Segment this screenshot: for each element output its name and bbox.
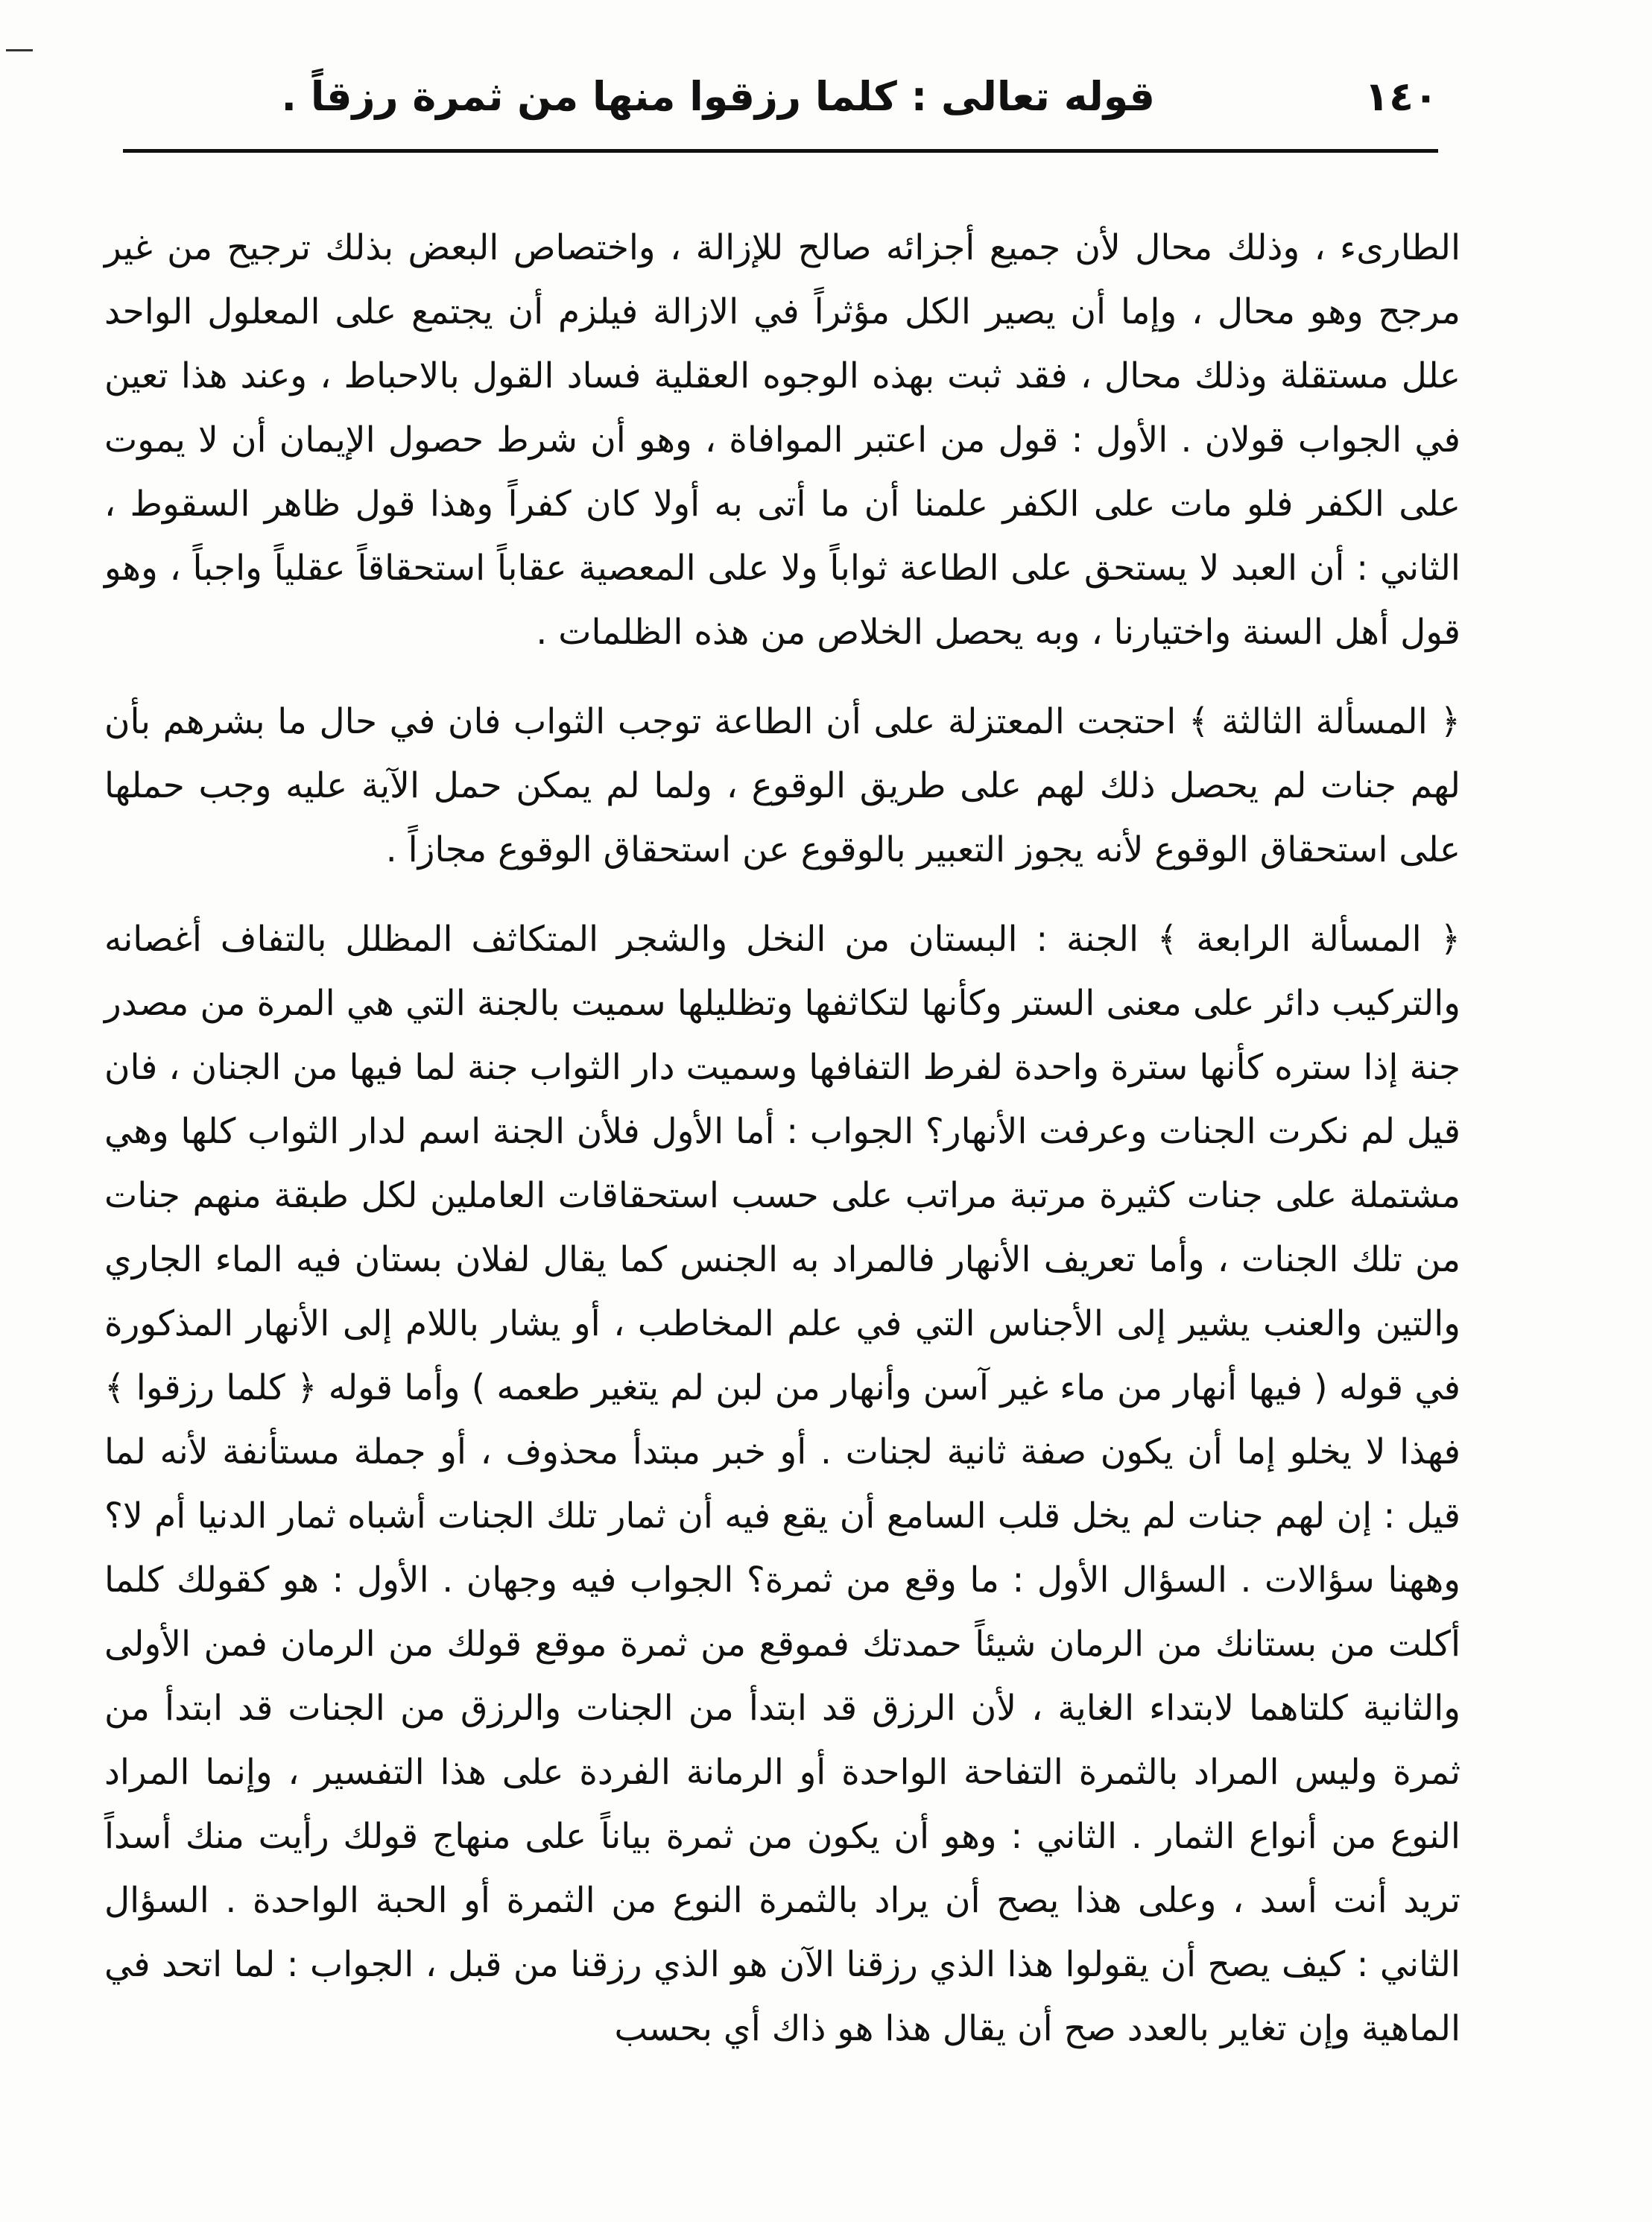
scan-mark: [6, 49, 33, 51]
body-text: [104, 216, 1460, 2061]
running-title: قوله تعالى : كلما رزقوا منها من ثمرة رزقاً .: [281, 73, 1155, 120]
paragraph-3: ﴿ المسألة الرابعة ﴾ الجنة : البستان من النخل والشجر المتكاثف المظلل بالتفاف أغصانه والتركيب دائر على معنى الستر وكأنها لتكاثفها وتظليلها سميت بالجنة التي هي المرة من مصدر جنة إذا ستره كأنها سترة واحدة لفرط التفافها وسميت دار الثواب جنة لما فيها من الجنان ، فان قيل لم نكرت الجنات وعرفت الأنهار؟ الجواب : أما الأول فلأن الجنة اسم لدار الثواب كلها وهي مشتملة على جنات كثيرة مرتبة مراتب على حسب استحقاقات العاملين لكل طبقة منهم جنات من تلك الجنات ، وأما تعريف الأنهار فالمراد به الجنس كما يقال لفلان بستان فيه الماء الجاري والتين والعنب يشير إلى الأجناس التي في علم المخاطب ، أو يشار باللام إلى الأنهار المذكورة في قوله ( فيها أنهار من ماء غير آسن وأنهار من لبن لم يتغير طعمه ) وأما قوله ﴿ كلما رزقوا ﴾ فهذا لا يخلو إما أن يكون صفة ثانية لجنات . أو خبر مبتدأ محذوف ، أو جملة مستأنفة لأنه لما قيل : إن لهم جنات لم يخل قلب السامع أن يقع فيه أن ثمار تلك الجنات أشباه ثمار الدنيا أم لا؟ وههنا سؤالات . السؤال الأول : ما وقع من ثمرة؟ الجواب فيه وجهان . الأول : هو كقولك كلما أكلت من بستانك من الرمان شيئاً حمدتك فموقع من ثمرة موقع قولك من الرمان فمن الأولى والثانية كلتاهما لابتداء الغاية ، لأن الرزق قد ابتدأ من الجنات والرزق من الجنات قد ابتدأ من ثمرة وليس المراد بالثمرة التفاحة الواحدة أو الرمانة الفردة على هذا التفسير ، وإنما المراد النوع من أنواع الثمار . الثاني : وهو أن يكون من ثمرة بياناً على منهاج قولك رأيت منك أسداً تريد أنت أسد ، وعلى هذا يصح أن يراد بالثمرة النوع من الثمرة أو الحبة الواحدة . السؤال الثاني : كيف يصح أن يقولوا هذا الذي رزقنا الآن هو الذي رزقنا من قبل ، الجواب : لما اتحد في الماهية وإن تغاير بالعدد صح أن يقال هذا هو ذاك أي بحسب: [104, 919, 1460, 2049]
header-rule: [123, 149, 1438, 153]
page-number: ١٤٠: [1364, 73, 1438, 120]
page-header: [119, 66, 1438, 133]
paragraph-1: الطارىء ، وذلك محال لأن جميع أجزائه صالح للإزالة ، واختصاص البعض بذلك ترجيح من غير مرجح وهو محال ، وإما أن يصير الكل مؤثراً في الازالة فيلزم أن يجتمع على المعلول الواحد علل مستقلة وذلك محال ، فقد ثبت بهذه الوجوه العقلية فساد القول بالاحباط ، وعند هذا تعين في الجواب قولان . الأول : قول من اعتبر الموافاة ، وهو أن شرط حصول الإيمان أن لا يموت على الكفر فلو مات على الكفر علمنا أن ما أتى به أولا كان كفراً وهذا قول ظاهر السقوط ، الثاني : أن العبد لا يستحق على الطاعة ثواباً ولا على المعصية عقاباً استحقاقاً عقلياً واجباً ، وهو قول أهل السنة واختيارنا ، وبه يحصل الخلاص من هذه الظلمات .: [104, 227, 1460, 653]
paragraph-2: ﴿ المسألة الثالثة ﴾ احتجت المعتزلة على أن الطاعة توجب الثواب فان في حال ما بشرهم بأن لهم جنات لم يحصل ذلك لهم على طريق الوقوع ، ولما لم يمكن حمل الآية عليه وجب حملها على استحقاق الوقوع لأنه يجوز التعبير بالوقوع عن استحقاق الوقوع مجازاً .: [104, 701, 1460, 870]
